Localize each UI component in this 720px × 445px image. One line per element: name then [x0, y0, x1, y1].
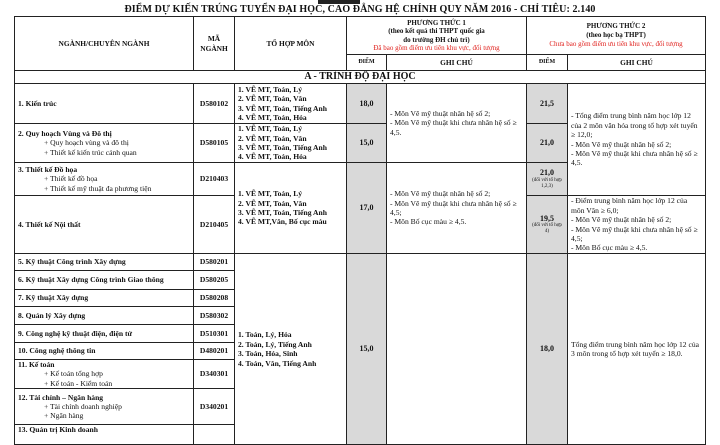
major-name: 4. Thiết kế Nội thất: [15, 196, 194, 254]
pt2-ghichu-header: GHI CHÚ: [568, 55, 706, 71]
pt1-desc2: do trường ĐH chủ trì): [403, 35, 470, 44]
pt1-diem-header: ĐIỂM: [347, 55, 387, 71]
pt2-score: 21,5: [527, 84, 568, 124]
major-name: 12. Tài chính – Ngân hàng + Tài chính doanh nghiệp + Ngân hàng: [15, 389, 194, 425]
major-name: 1. Kiến trúc: [15, 84, 194, 124]
pt1-note: Đã bao gồm điểm ưu tiên khu vực, đối tượng: [373, 43, 500, 52]
major-code: D210403: [194, 163, 235, 196]
major-name: 3. Thiết kế Đồ họa + Thiết kế đồ họa + Thiết kế mỹ thuật đa phương tiện: [15, 163, 194, 196]
major-name: 6. Kỹ thuật Xây dựng Công trình Giao thông: [15, 271, 194, 290]
pt1-desc1: (theo kết quả thi THPT quốc gia: [388, 27, 485, 36]
major-name: 5. Kỹ thuật Công trình Xây dựng: [15, 254, 194, 271]
major-code: D580201: [194, 254, 235, 271]
major-code: D510301: [194, 325, 235, 343]
major-name: 8. Quản lý Xây dựng: [15, 307, 194, 325]
pt2-title: PHƯƠNG THỨC 2: [586, 22, 646, 30]
pt2-score: 19,5 (đối với tổ hợp 4): [527, 196, 568, 254]
major-code: D580208: [194, 290, 235, 307]
major-name: 10. Công nghệ thông tin: [15, 343, 194, 360]
pt1-score: 18,0: [347, 84, 387, 124]
admission-table: [14, 16, 706, 445]
major-code: D580105: [194, 124, 235, 163]
header-pt2: [527, 17, 706, 55]
major-code: D210405: [194, 196, 235, 254]
pt2-note: Chưa bao gồm điểm ưu tiên khu vực, đối tượng: [549, 40, 683, 48]
page-title: ĐIỂM DỰ KIẾN TRÚNG TUYỂN ĐẠI HỌC, CAO ĐẲNG HỆ CHÍNH QUY NĂM 2016 - CHỈ TIÊU: 2.140: [124, 4, 596, 15]
pt1-note: - Môn Vẽ mỹ thuật nhân hệ số 2; - Môn Vẽ mỹ thuật khi chưa nhân hệ số ≥ 4,5.: [387, 84, 527, 163]
major-code: D580205: [194, 271, 235, 290]
subject-combos: 1. Toán, Lý, Hóa 2. Toán, Lý, Tiếng Anh 3. Toán, Hóa, Sinh 4. Toán, Văn, Tiếng Anh: [235, 254, 347, 445]
major-name: 9. Công nghệ kỹ thuật điện, điện tử: [15, 325, 194, 343]
pt2-score: 21,0 (đối với tổ hợp 1,2,3): [527, 163, 568, 196]
section-a-heading: A - TRÌNH ĐỘ ĐẠI HỌC: [15, 71, 706, 84]
subject-combos: 1. VẼ MT, Toán, Lý 2. VẼ MT, Toán, Văn 3. VẼ MT, Toán, Tiếng Anh 4. VẼ MT, Toán, Hóa: [235, 124, 347, 163]
major-name: 11. Kế toán + Kế toán tổng hợp + Kế toán - Kiểm toán: [15, 360, 194, 389]
major-code: [194, 425, 235, 445]
major-name: 13. Quản trị Kinh doanh: [15, 425, 194, 445]
major-name: 2. Quy hoạch Vùng và Đô thị + Quy hoạch vùng và đô thị + Thiết kế kiến trúc cảnh quan: [15, 124, 194, 163]
pt2-note: - Tổng điểm trung bình năm học lớp 12 của 2 môn văn hóa trong tổ hợp xét tuyển ≥ 12,0; - Môn Vẽ mỹ thuật nhân hệ số 2; - Môn Vẽ mỹ thuật khi chưa nhân hệ số ≥ 4,5.: [568, 84, 706, 196]
pt2-score: 18,0: [527, 254, 568, 445]
header-nganh: NGÀNH/CHUYÊN NGÀNH: [15, 17, 194, 71]
pt1-ghichu-header: GHI CHÚ: [387, 55, 527, 71]
header-to-hop: TỔ HỢP MÔN: [235, 17, 347, 71]
header-ma-nganh: MÃ NGÀNH: [194, 17, 235, 71]
pt2-note: - Điểm trung bình năm học lớp 12 của môn Văn ≥ 6,0; - Môn Vẽ mỹ thuật nhân hệ số 2; - Môn Vẽ mỹ thuật khi chưa nhân hệ số ≥ 4,5; - Môn Bố cục màu ≥ 4,5.: [568, 196, 706, 254]
major-code: D340301: [194, 360, 235, 389]
pt1-score: 17,0: [347, 163, 387, 254]
major-name: 7. Kỹ thuật Xây dựng: [15, 290, 194, 307]
major-code: D580102: [194, 84, 235, 124]
pt1-title: PHƯƠNG THỨC 1: [407, 18, 466, 27]
pt2-diem-header: ĐIỂM: [527, 55, 568, 71]
pt2-desc: (theo học bạ THPT): [586, 31, 646, 39]
pt1-score: 15,0: [347, 124, 387, 163]
pt2-score: 21,0: [527, 124, 568, 163]
pt1-note-empty: [387, 254, 527, 445]
subject-combos: 1. VẼ MT, Toán, Lý 2. VẼ MT, Toán, Văn 3. VẼ MT, Toán, Tiếng Anh 4. VẼ MT,Văn, Bố cục màu: [235, 163, 347, 254]
major-code: D480201: [194, 343, 235, 360]
subject-combos: 1. VẼ MT, Toán, Lý 2. VẼ MT, Toán, Văn 3. VẼ MT, Toán, Tiếng Anh 4. VẼ MT, Toán, Hóa: [235, 84, 347, 124]
pt2-note: Tổng điểm trung bình năm học lớp 12 của 3 môn trong tổ hợp xét tuyển ≥ 18,0.: [568, 254, 706, 445]
major-code: D340201: [194, 389, 235, 425]
header-pt1: [347, 17, 527, 55]
pt1-score: 15,0: [347, 254, 387, 445]
major-code: D580302: [194, 307, 235, 325]
pt1-note: - Môn Vẽ mỹ thuật nhân hệ số 2; - Môn Vẽ mỹ thuật khi chưa nhân hệ số ≥ 4,5; - Môn Bố cục màu ≥ 4,5.: [387, 163, 527, 254]
